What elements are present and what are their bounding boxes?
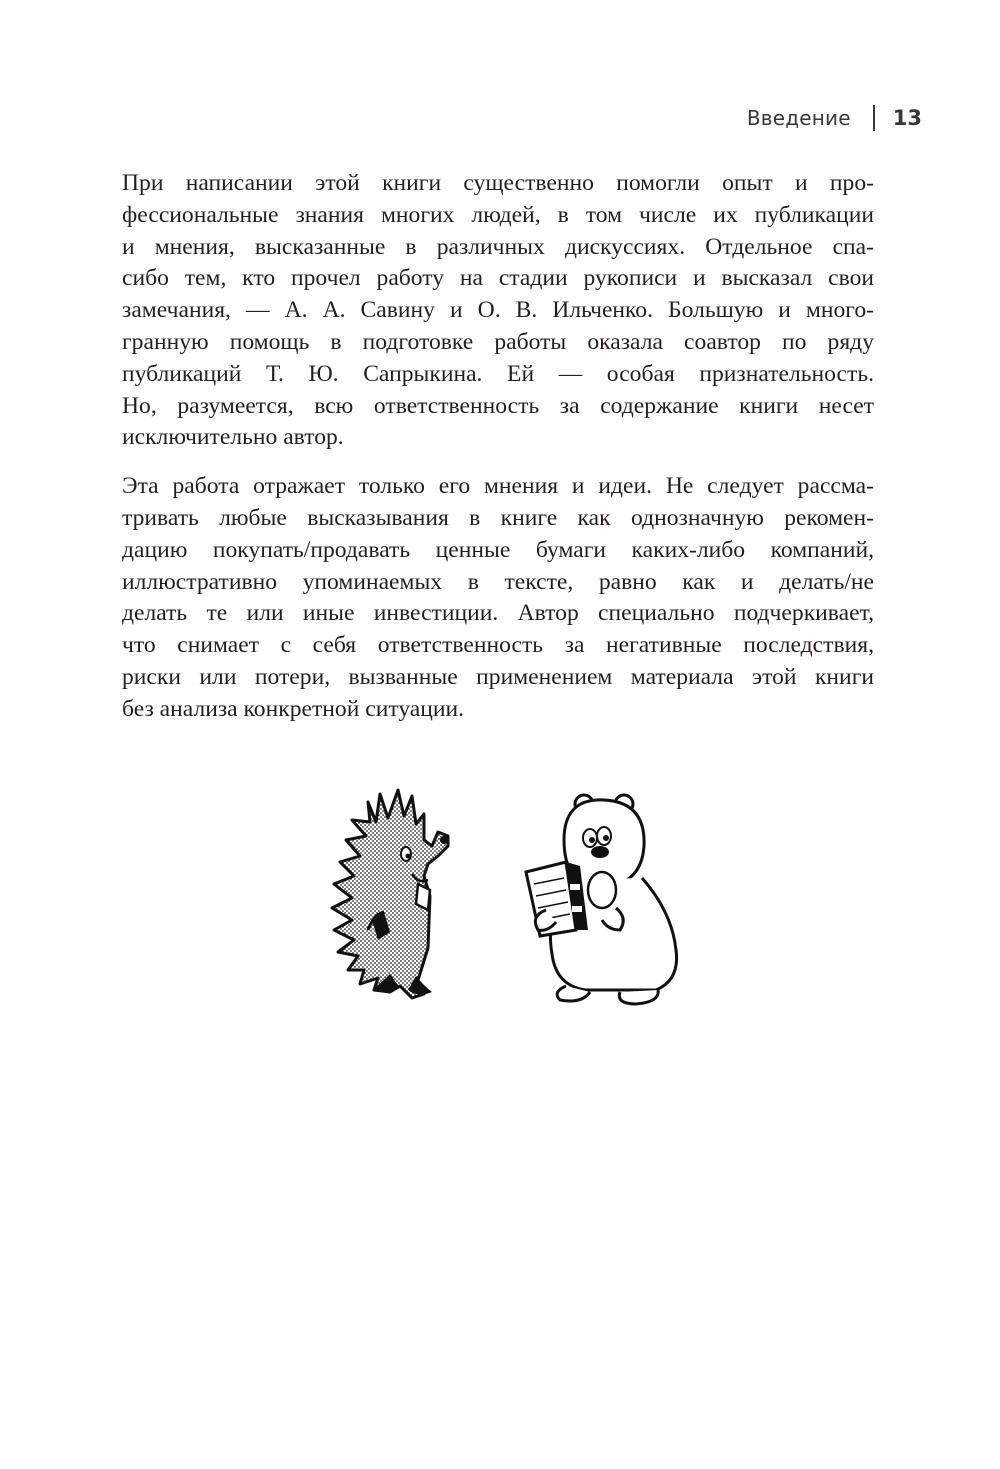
text-line: что снимает с себя ответственность за негативные последствия, [122,632,874,659]
page-number: 13 [892,106,922,130]
text-line: исключительно автор. [122,424,344,451]
text-line: тривать любые высказывания в книге как однозначную рекомен- [122,504,874,531]
body-text [122,168,874,726]
text-line: Но, разумеется, всю ответственность за содержание книги несет [122,392,874,419]
text-line: дацию покупать/продавать ценные бумаги каких-либо компаний, [122,536,874,563]
text-line: без анализа конкретной ситуации. [122,695,465,722]
text-line: риски или потери, вызванные применением материала этой книги [122,663,874,690]
text-line: иллюстративно упоминаемых в тексте, равно как и делать/не [122,568,874,595]
paragraph-acknowledgements [122,168,874,454]
text-line: и мнения, высказанные в различных дискуссиях. Отдельное спа- [122,233,874,260]
bear-reading-book-icon [526,795,677,1004]
illustration [320,780,700,1020]
text-line: сибо тем, кто прочел работу на стадии рукописи и высказал свои [122,265,874,292]
text-line: гранную помощь в подготовке работы оказала соавтор по ряду [122,328,874,355]
text-line: публикаций Т. Ю. Сапрыкина. Ей — особая признательность. [122,360,874,387]
running-header [747,100,922,136]
header-divider [873,105,875,131]
text-line: Эта работа отражает только его мнения и идеи. Не следует рассма- [122,473,874,500]
paragraph-disclaimer [122,471,874,725]
section-title: Введение [746,106,851,130]
text-line: делать те или иные инвестиции. Автор специально подчеркивает, [122,600,874,627]
text-line: фессиональные знания многих людей, в том числе их публикации [122,201,874,228]
text-line: замечания, — А. А. Савину и О. В. Ильченко. Большую и много- [122,297,874,324]
hedgehog-icon [332,790,448,998]
text-line: При написании этой книги существенно помогли опыт и про- [122,170,874,196]
